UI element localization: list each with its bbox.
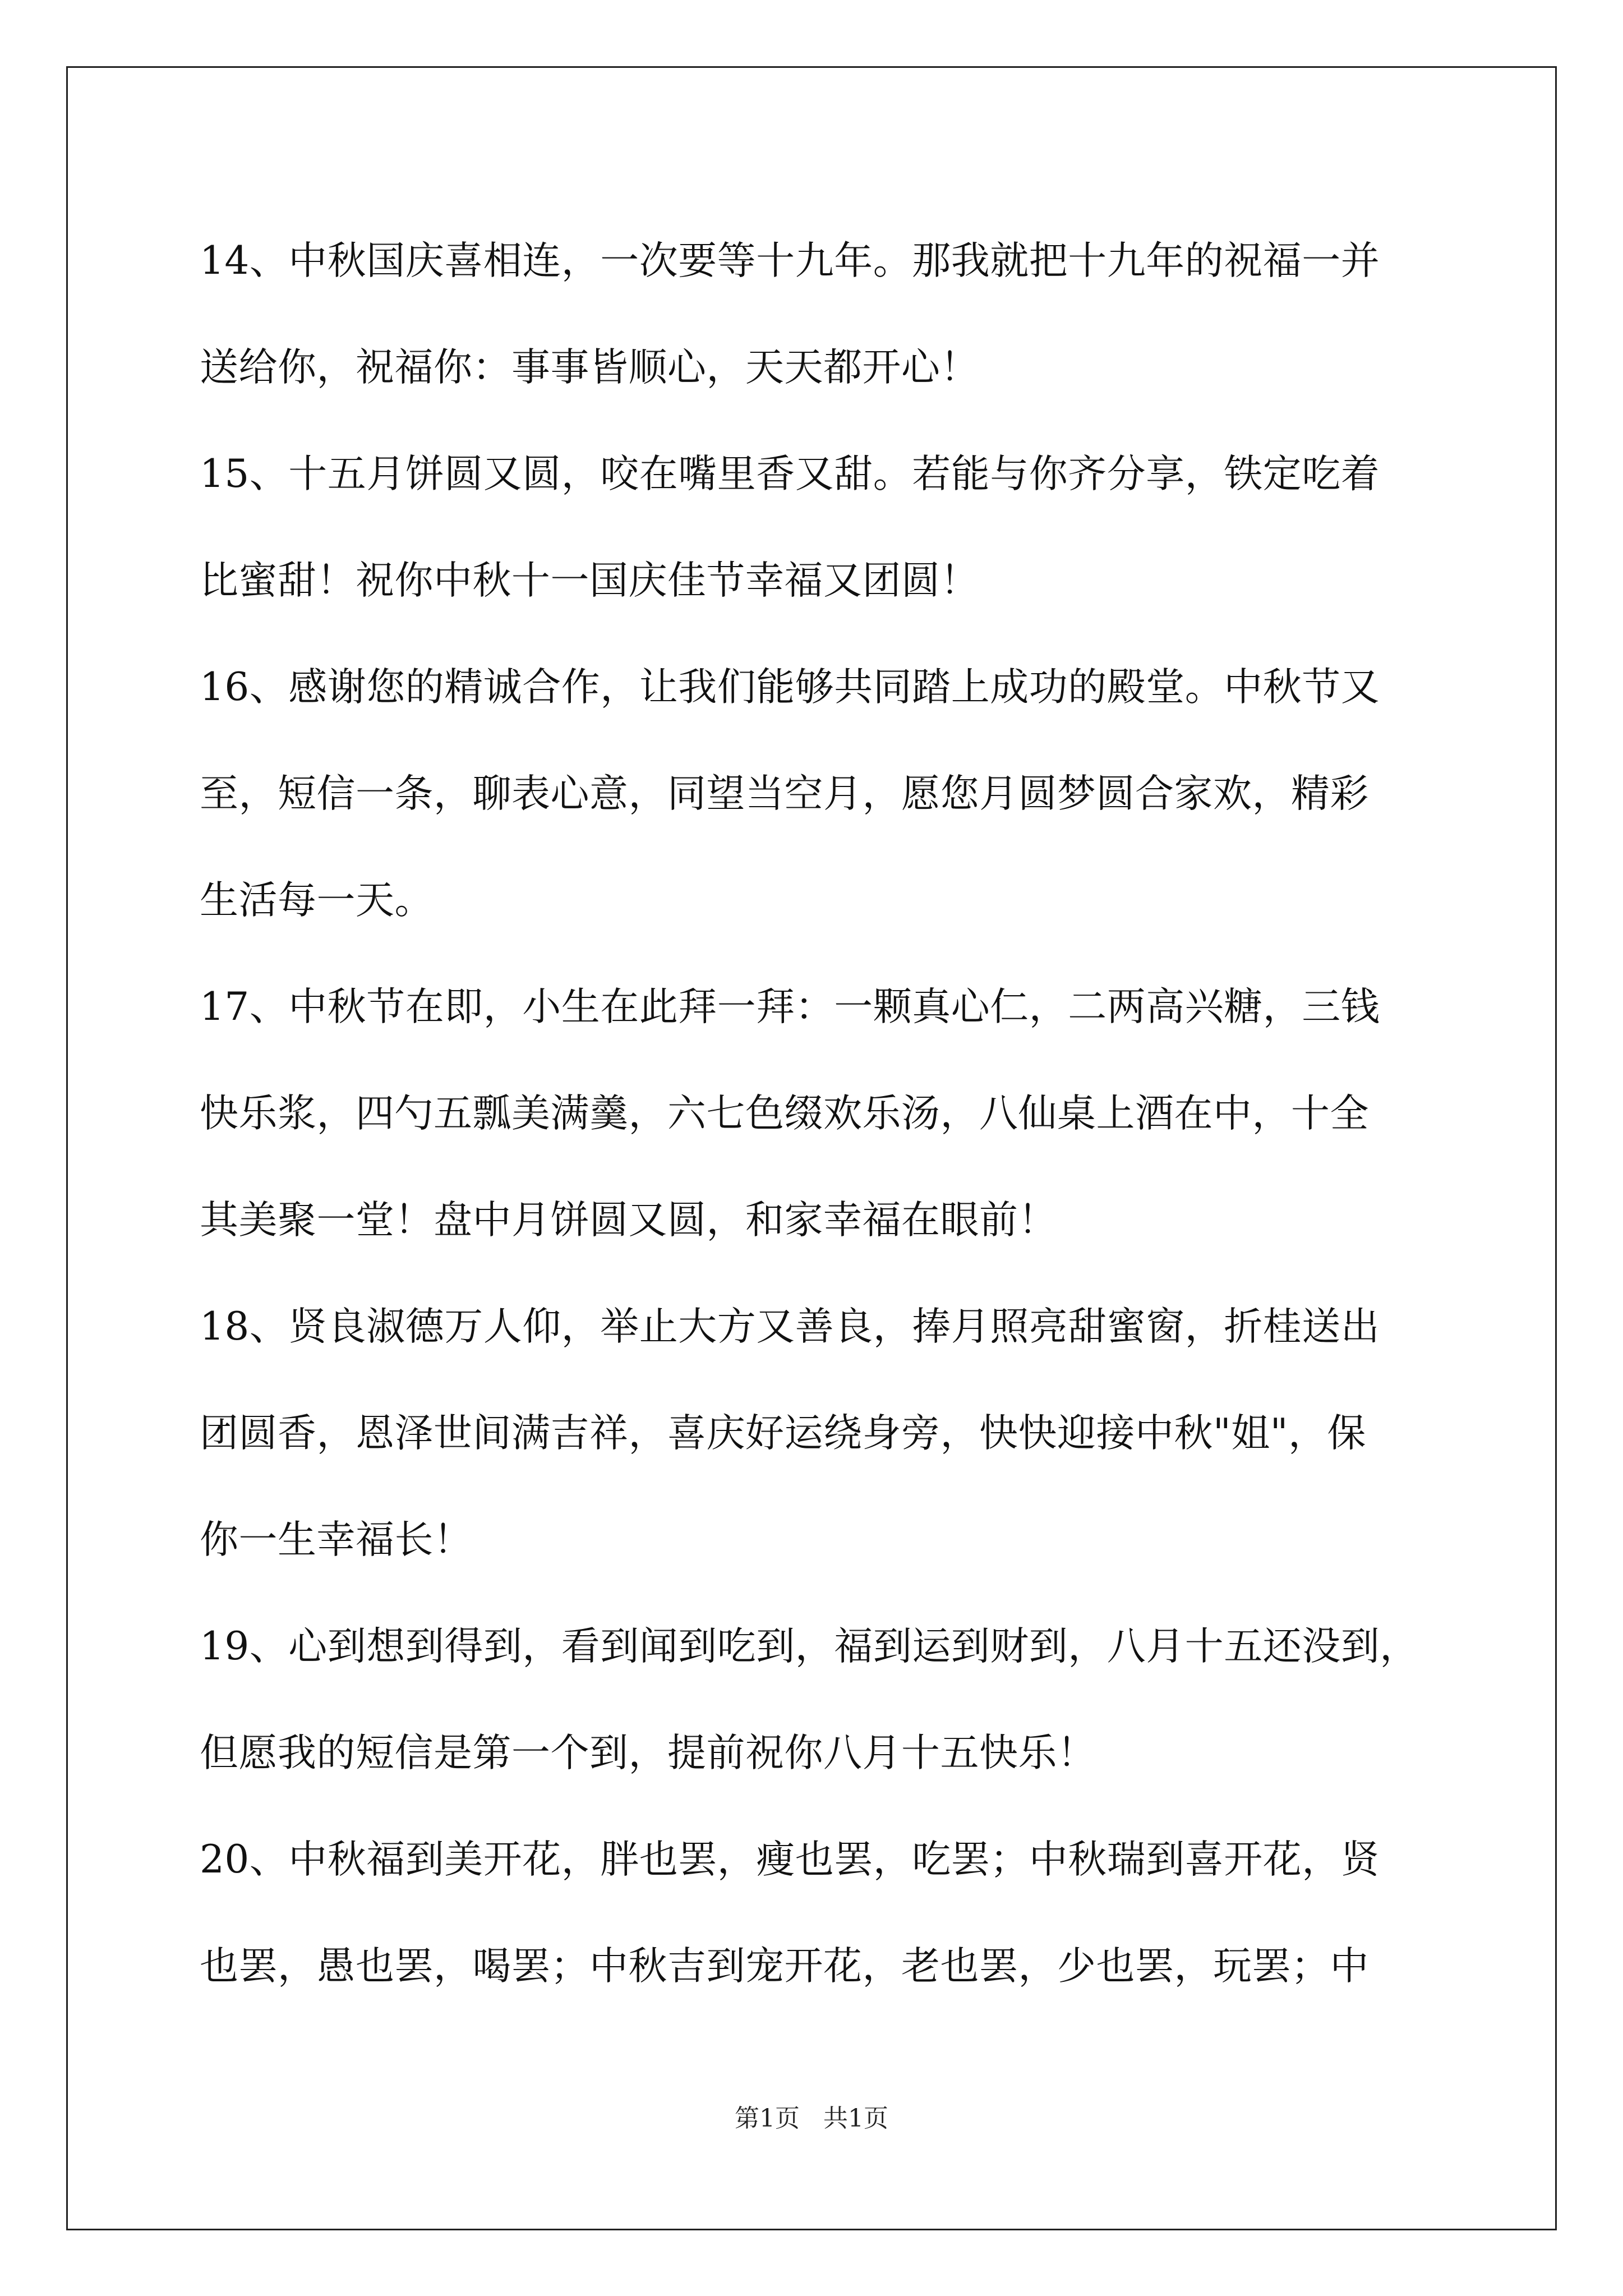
text-line: 14、中秋国庆喜相连，一次要等十九年。那我就把十九年的祝福一并 xyxy=(200,238,1380,283)
text-line: 团圆香，恩泽世间满吉祥，喜庆好运绕身旁，快快迎接中秋"姐"，保 xyxy=(200,1411,1366,1456)
text-line: 至，短信一条，聊表心意，同望当空月，愿您月圆梦圆合家欢，精彩 xyxy=(200,771,1369,816)
text-line: 生活每一天。 xyxy=(200,878,434,923)
text-line: 18、贤良淑德万人仰，举止大方又善良，捧月照亮甜蜜窗，折桂送出 xyxy=(200,1304,1380,1349)
text-line: 快乐浆，四勺五瓢美满羹，六七色缀欢乐汤，八仙桌上酒在中，十全 xyxy=(200,1091,1369,1136)
text-line: 20、中秋福到美开花，胖也罢，瘦也罢，吃罢；中秋瑞到喜开花，贤 xyxy=(200,1837,1380,1882)
text-line: 17、中秋节在即，小生在此拜一拜：一颗真心仁，二两高兴糖，三钱 xyxy=(200,984,1380,1029)
text-line: 19、心到想到得到，看到闻到吃到，福到运到财到，八月十五还没到， xyxy=(200,1624,1419,1669)
document-body xyxy=(200,208,1433,2019)
text-line: 其美聚一堂！盘中月饼圆又圆，和家幸福在眼前！ xyxy=(200,1198,1057,1243)
text-line: 送给你，祝福你：事事皆顺心，天天都开心！ xyxy=(200,345,979,390)
text-line: 15、十五月饼圆又圆，咬在嘴里香又甜。若能与你齐分享，铁定吃着 xyxy=(200,452,1380,496)
text-line: 但愿我的短信是第一个到，提前祝你八月十五快乐！ xyxy=(200,1731,1096,1775)
text-line: 16、感谢您的精诚合作，让我们能够共同踏上成功的殿堂。中秋节又 xyxy=(200,665,1380,710)
text-line: 也罢，愚也罢，喝罢；中秋吉到宠开花，老也罢，少也罢，玩罢；中 xyxy=(200,1944,1369,1989)
text-line: 比蜜甜！祝你中秋十一国庆佳节幸福又团圆！ xyxy=(200,558,979,603)
text-line: 你一生幸福长！ xyxy=(200,1517,473,1562)
page-number-footer: 第1页 共1页 xyxy=(735,2104,888,2133)
